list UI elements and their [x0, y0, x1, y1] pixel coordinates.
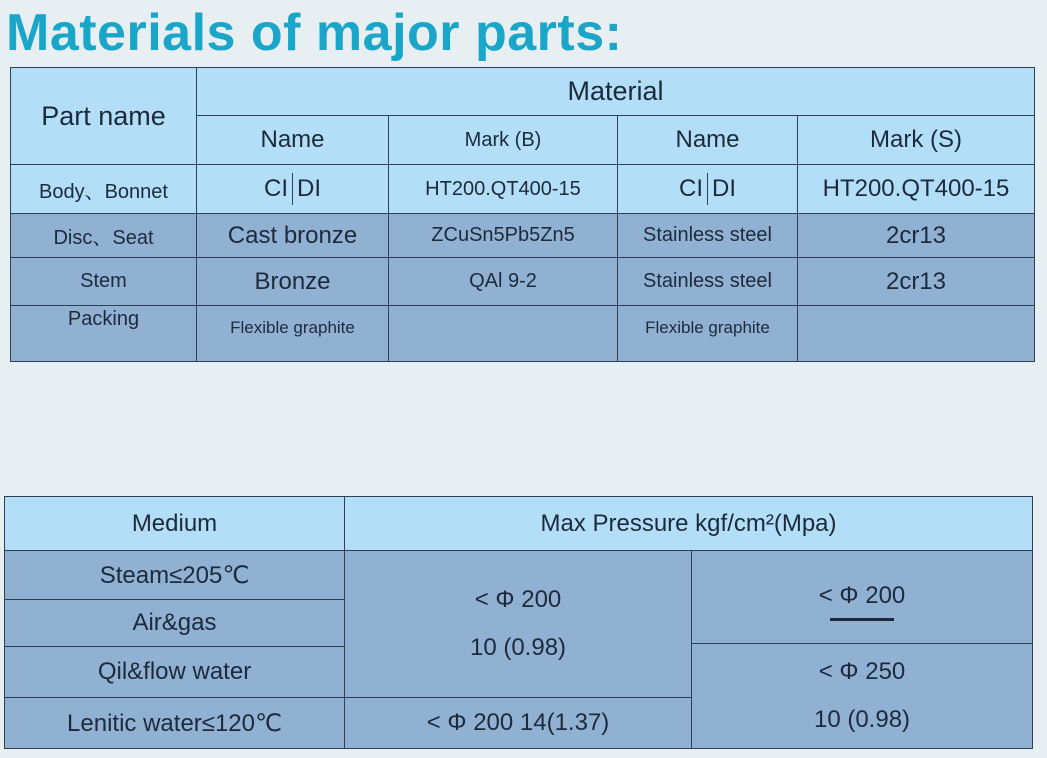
table-row-stem-name-s	[617, 257, 798, 306]
table-row-stem-mark-s	[797, 257, 1035, 306]
table-row-stem-name-b	[196, 257, 389, 306]
name-cell: Flexible graphite	[230, 318, 355, 337]
table-row-disc-mark-s	[797, 213, 1035, 258]
header-material-label: Material	[567, 76, 664, 106]
table-row-stem-part	[10, 257, 197, 306]
pressure-value: 10 (0.98)	[813, 706, 911, 733]
name-cell: Flexible graphite	[645, 318, 770, 337]
header-name-s-label: Name	[675, 126, 740, 153]
medium-lenitic-water	[4, 697, 345, 749]
header-part-name	[10, 67, 197, 165]
medium-label: Steam≤205℃	[99, 561, 250, 589]
table-row-body-part	[10, 164, 197, 214]
header-part-name-label: Part name	[41, 100, 166, 131]
medium-air-gas	[4, 599, 345, 647]
medium-oil-flow-water	[4, 646, 345, 698]
mark-cell: HT200.QT400-15	[425, 177, 581, 200]
table-row-disc-name-s	[617, 213, 798, 258]
header-mark-s-label: Mark (S)	[870, 126, 962, 153]
medium-label: Qil&flow water	[97, 658, 252, 685]
name-cell: Bronze	[254, 267, 331, 295]
table-row-disc-part	[10, 213, 197, 258]
part-name-cell: Stem	[80, 270, 127, 292]
pressure-diameter: < Φ 200	[474, 586, 562, 613]
pressure-merged-cell	[344, 550, 692, 698]
di-label: DI	[297, 175, 321, 202]
medium-label: Air&gas	[132, 609, 217, 636]
name-cell: Cast bronze	[227, 221, 358, 249]
mark-cell: ZCuSn5Pb5Zn5	[431, 224, 575, 246]
header-medium-label: Medium	[131, 509, 218, 537]
pressure-value: 10 (0.98)	[469, 634, 567, 661]
header-max-pressure	[344, 496, 1033, 551]
part-name-cell: Body、Bonnet	[39, 180, 168, 203]
pressure-value: < Φ 200 14(1.37)	[426, 709, 610, 736]
header-name-s	[617, 115, 798, 165]
name-cell: Stainless steel	[643, 224, 772, 246]
medium-label: Lenitic water≤120℃	[67, 709, 282, 737]
table-row-packing-part	[10, 305, 197, 362]
page-title: Materials of major parts:	[6, 4, 623, 62]
pressure-diameter: < Φ 200	[818, 581, 906, 609]
table-row-body-mark-s	[797, 164, 1035, 214]
header-medium	[4, 496, 345, 551]
header-mark-s	[797, 115, 1035, 165]
medium-steam	[4, 550, 345, 600]
table-row-disc-name-b	[196, 213, 389, 258]
pressure-right-top-cell	[691, 550, 1033, 644]
table-row-packing-mark-s	[797, 305, 1035, 362]
part-name-cell: Disc、Seat	[53, 227, 154, 249]
table-row-body-name-b	[196, 164, 389, 214]
pressure-right-bottom-cell	[691, 643, 1033, 749]
mark-cell: HT200.QT400-15	[822, 175, 1010, 202]
pressure-diameter: < Φ 250	[818, 658, 906, 685]
cell-divider	[292, 173, 293, 205]
header-name-b-label: Name	[260, 126, 325, 153]
mark-cell: 2cr13	[885, 267, 947, 295]
header-mark-b-label: Mark (B)	[464, 128, 542, 151]
pressure-lenitic-cell	[344, 697, 692, 749]
header-mark-b	[388, 115, 618, 165]
part-name-cell: Packing	[67, 308, 140, 330]
header-material	[196, 67, 1035, 116]
ci-label: CI	[264, 175, 288, 202]
ci-label: CI	[679, 175, 703, 202]
table-row-packing-name-s	[617, 305, 798, 362]
mark-cell: 2cr13	[885, 221, 947, 249]
table-row-packing-name-b	[196, 305, 389, 362]
table-row-body-mark-b	[388, 164, 618, 214]
table-row-packing-mark-b	[388, 305, 618, 362]
table-row-stem-mark-b	[388, 257, 618, 306]
dash-separator	[830, 618, 894, 621]
table-row-body-name-s	[617, 164, 798, 214]
table-row-disc-mark-b	[388, 213, 618, 258]
name-cell: Stainless steel	[643, 270, 772, 292]
header-max-pressure-label: Max Pressure kgf/cm²(Mpa)	[540, 509, 837, 537]
mark-cell: QAl 9-2	[469, 270, 537, 292]
cell-divider	[707, 173, 708, 205]
header-name-b	[196, 115, 389, 165]
di-label: DI	[712, 175, 736, 202]
